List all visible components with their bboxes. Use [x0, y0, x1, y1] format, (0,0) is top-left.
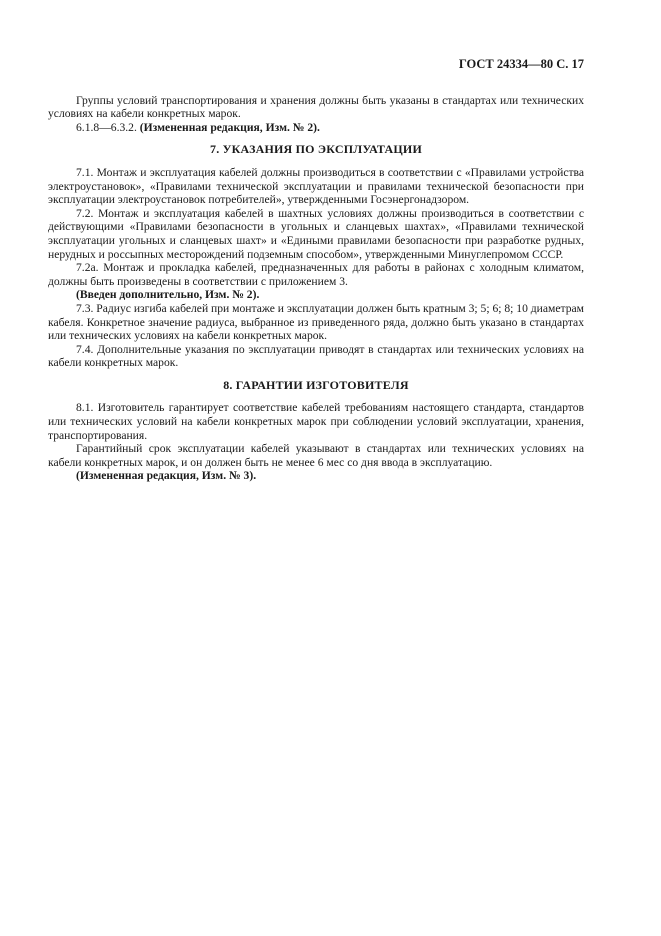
paragraph-7-2a-note: (Введен дополнительно, Изм. № 2). [76, 288, 260, 302]
amendment-note-2: (Измененная редакция, Изм. № 2). [139, 120, 320, 134]
paragraph-7-4: 7.4. Дополнительные указания по эксплуатации приводят в стандартах или технических условиях на кабели конкретных марок. [48, 342, 584, 370]
document-page [48, 58, 584, 483]
section-7-title: 7. УКАЗАНИЯ ПО ЭКСПЛУАТАЦИИ [210, 142, 422, 157]
paragraph-8-1-warranty: Гарантийный срок эксплуатации кабелей указывают в стандартах или технических условиях на кабели конкретных марок, и он должен быть не менее 6 мес со дня ввода в эксплуатацию. [48, 442, 584, 469]
paragraph-7-1: 7.1. Монтаж и эксплуатация кабелей должны производиться в соответствии с «Правилами устройства электроустановок», «Правилами технической эксплуатации и правилами технической безопасности при эксплуатации электроустановок потребителей», утвержденными Госэнергонадзором. [48, 165, 584, 207]
paragraph-7-2a: 7.2а. Монтаж и прокладка кабелей, предназначенных для работы в районах с холодным климатом, должны быть произведены в соответствии с приложением 3. [48, 261, 584, 288]
paragraph-transport-conditions: Группы условий транспортирования и хранения должны быть указаны в стандартах или технических условиях на кабели конкретных марок. [48, 93, 584, 121]
ref-6-1-8-label: 6.1.8—6.3.2. [76, 120, 137, 134]
running-head: ГОСТ 24334—80 С. 17 [458, 57, 584, 71]
paragraph-7-3: 7.3. Радиус изгиба кабелей при монтаже и эксплуатации должен быть кратным 3; 5; 6; 8; 10 диаметрам кабеля. Конкретное значение радиуса, выбранное из приведенного ряда, должно быть указано в стандартах или технических условиях на кабели конкретных марок. [48, 301, 584, 343]
paragraph-8-1: 8.1. Изготовитель гарантирует соответствие кабелей требованиям настоящего стандарта, стандартов или технических условий на кабели конкретных марок при соблюдении условий эксплуатации, хранения, транспортирования. [48, 401, 584, 442]
paragraph-8-1-note: (Измененная редакция, Изм. № 3). [76, 469, 257, 483]
paragraph-7-2: 7.2. Монтаж и эксплуатация кабелей в шахтных условиях должны производиться в соответствии с действующими «Правилами безопасности в угольных и сланцевых шахтах», «Правилами технической эксплуатации угольных и сланцевых шахт» и «Едиными правилами безопасности при разработке рудных, нерудных и россыпных месторождений подземным способом», утвержденными Минуглепромом СССР. [48, 206, 584, 261]
section-8-title: 8. ГАРАНТИИ ИЗГОТОВИТЕЛЯ [223, 377, 409, 392]
paragraph-ref-6-1-8 [48, 121, 584, 135]
